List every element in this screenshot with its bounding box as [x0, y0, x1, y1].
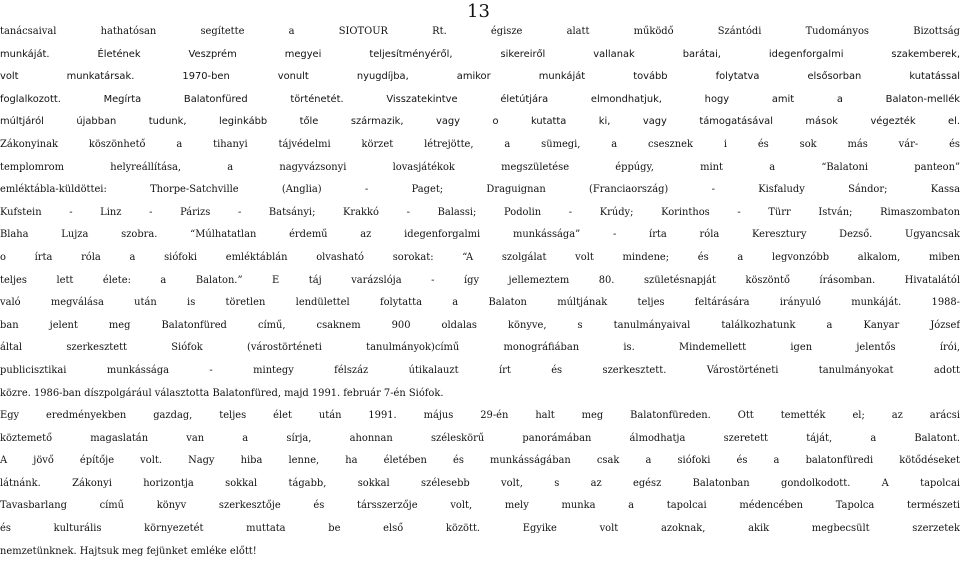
text-line: A jövő építője volt. Nagy hiba lenne, ha életében és munkásságában csak a siófoki és a balatonfüredi kötődéseket — [0, 455, 960, 467]
text-line: emléktábla-küldöttei: Thorpe-Satchville (Anglia) - Paget; Draguignan (Franciaország) - Kisfaludy Sándor; Kassa — [0, 184, 960, 196]
text-line: Kufstein - Linz - Párizs - Batsányi; Krakkó - Balassi; Podolin - Krúdy; Korinthos - Türr István; Rimaszombaton — [0, 206, 960, 218]
text-line: látnánk. Zákonyi horizontja sokkal tágabb, sokkal szélesebb volt, s az egész Balatonban gondolkodott. A tapolcai — [0, 477, 960, 489]
text-line: munkáját. Életének Veszprém megyei teljesítményéről, sikereiről vallanak barátai, idegenforgalmi szakemberek, — [0, 48, 960, 60]
text-line: nemzetünknek. Hajtsuk meg fejünket emléke előtt! — [0, 545, 257, 557]
text-line: Blaha Lujza szobra. “Múlhatatlan érdemű az idegenforgalmi munkássága” - írta róla Keresztury Dezső. Ugyancsak — [0, 229, 960, 241]
text-line: foglalkozott. Megírta Balatonfüred történetét. Visszatekintve életútjára elmondhatjuk, hogy amit a Balaton-mellék — [0, 93, 960, 105]
text-line: köztemető magaslatán van a sírja, ahonnan széleskörű panorámában álmodhatja szeretett táját, a Balatont. — [0, 432, 960, 444]
page-number: 13 — [467, 1, 490, 22]
text-line: múltjáról újabban tudunk, leginkább tőle származik, vagy o kutatta ki, vagy támogatásával mások végezték el. — [0, 116, 960, 128]
text-line: Zákonyinak köszönhető a tihanyi tájvédelmi körzet létrejötte, a sümegi, a csesznek i és sok más vár- és — [0, 138, 960, 150]
text-line: o írta róla a siófoki emléktáblán olvasható sorokat: “A szolgálat volt mindene; és a legvonzóbb alkalom, miben — [0, 251, 960, 263]
text-line: templomrom helyreállítása, a nagyvázsonyi lovasjátékok megszületése éppúgy, mint a “Balatoni panteon” — [0, 161, 960, 173]
text-line: által szerkesztett Siófok (várostörténeti tanulmányok)című monográfiában is. Mindemellett igen jelentős írói, — [0, 342, 960, 354]
text-line: és kulturális környezetét muttata be első között. Egyike volt azoknak, akik megbecsült szerzetek — [0, 523, 960, 535]
text-line: teljes lett élete: a Balaton.” E táj varázslója - így jellemeztem 80. születésnapját köszöntő írásomban. Hivatalától — [0, 274, 960, 286]
text-line: Egy eredményekben gazdag, teljes élet után 1991. május 29-én halt meg Balatonfüreden. Ott temették el; az arácsi — [0, 410, 960, 422]
text-line: volt munkatársak. 1970-ben vonult nyugdíjba, amikor munkáját tovább folytatva elsősorban kutatással — [0, 71, 960, 83]
text-line: Tavasbarlang című könyv szerkesztője és társszerzője volt, mely munka a tapolcai médencében Tapolca természeti — [0, 500, 960, 512]
text-line: közre. 1986-ban díszpolgárául választotta Balatonfüred, majd 1991. február 7-én Siófok. — [0, 387, 444, 399]
text-line: publicisztikai munkássága - mintegy félszáz útikalauzt írt és szerkesztett. Várostörténeti tanulmányokat adott — [0, 364, 960, 376]
text-line: tanácsaival hathatósan segítette a SIOTOUR Rt. égisze alatt működő Szántódi Tudományos Bizottság — [0, 26, 960, 37]
document-body — [0, 21, 960, 563]
text-line: való megválása után is töretlen lendülettel folytatta a Balaton múltjának teljes feltárására irányuló munkáját. 1988- — [0, 297, 960, 309]
text-line: ban jelent meg Balatonfüred című, csaknem 900 oldalas könyve, s tanulmányaival találkozhatunk a Kanyar József — [0, 319, 960, 331]
